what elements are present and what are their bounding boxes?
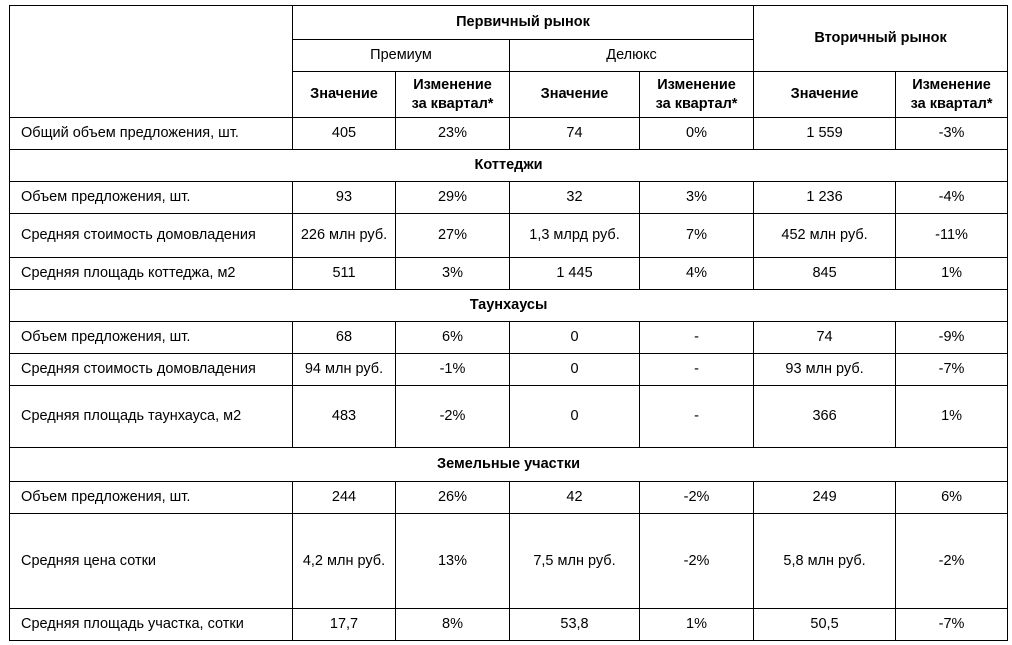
cell: 845: [754, 258, 896, 290]
cell: -2%: [640, 482, 754, 514]
cell: 3%: [640, 182, 754, 214]
cell: 249: [754, 482, 896, 514]
row-label: Объем предложения, шт.: [10, 322, 293, 354]
table-row: [10, 609, 1008, 641]
section-title: Коттеджи: [10, 150, 1008, 182]
cell: 27%: [396, 214, 510, 258]
cell: -11%: [896, 214, 1008, 258]
cell: 0%: [640, 118, 754, 150]
cell: 68: [293, 322, 396, 354]
header-premium: Премиум: [293, 40, 510, 72]
cell: 1 236: [754, 182, 896, 214]
cell: -1%: [396, 354, 510, 386]
cell: -2%: [896, 514, 1008, 609]
cell: 1,3 млрд руб.: [510, 214, 640, 258]
cell: -: [640, 386, 754, 448]
row-label: Средняя цена сотки: [10, 514, 293, 609]
header-deluxe-value: Значение: [510, 72, 640, 118]
cell: 1%: [896, 258, 1008, 290]
row-label: Средняя площадь участка, сотки: [10, 609, 293, 641]
header-empty-cell: [10, 6, 293, 118]
row-label: Средняя площадь таунхауса, м2: [10, 386, 293, 448]
table-row: [10, 514, 1008, 609]
cell: 6%: [896, 482, 1008, 514]
cell: -2%: [640, 514, 754, 609]
cell: 4,2 млн руб.: [293, 514, 396, 609]
header-premium-value: Значение: [293, 72, 396, 118]
header-deluxe: Делюкс: [510, 40, 754, 72]
cell: -4%: [896, 182, 1008, 214]
row-label: Средняя площадь коттеджа, м2: [10, 258, 293, 290]
cell: 244: [293, 482, 396, 514]
cell: 366: [754, 386, 896, 448]
market-table: [9, 5, 1008, 641]
header-secondary-change: Изменение за квартал*: [896, 72, 1008, 118]
cell: 3%: [396, 258, 510, 290]
cell: 32: [510, 182, 640, 214]
cell: -7%: [896, 609, 1008, 641]
cell: 42: [510, 482, 640, 514]
row-label: Общий объем предложения, шт.: [10, 118, 293, 150]
cell: -7%: [896, 354, 1008, 386]
cell: -3%: [896, 118, 1008, 150]
cell: 53,8: [510, 609, 640, 641]
cell: 1 445: [510, 258, 640, 290]
cell: 1%: [640, 609, 754, 641]
header-primary-market: Первичный рынок: [293, 6, 754, 40]
table-row: [10, 214, 1008, 258]
cell: 94 млн руб.: [293, 354, 396, 386]
cell: 452 млн руб.: [754, 214, 896, 258]
cell: 8%: [396, 609, 510, 641]
row-label: Средняя стоимость домовладения: [10, 354, 293, 386]
cell: 93 млн руб.: [754, 354, 896, 386]
cell: 50,5: [754, 609, 896, 641]
cell: 93: [293, 182, 396, 214]
cell: 0: [510, 322, 640, 354]
table-row: [10, 258, 1008, 290]
cell: 29%: [396, 182, 510, 214]
table-row: [10, 354, 1008, 386]
cell: 226 млн руб.: [293, 214, 396, 258]
cell: -2%: [396, 386, 510, 448]
row-label: Объем предложения, шт.: [10, 182, 293, 214]
cell: 511: [293, 258, 396, 290]
cell: 26%: [396, 482, 510, 514]
header-premium-change: Изменение за квартал*: [396, 72, 510, 118]
row-label: Объем предложения, шт.: [10, 482, 293, 514]
cell: 13%: [396, 514, 510, 609]
cell: 17,7: [293, 609, 396, 641]
cell: -: [640, 322, 754, 354]
cell: 4%: [640, 258, 754, 290]
header-secondary-market: Вторичный рынок: [754, 6, 1008, 72]
cell: 74: [510, 118, 640, 150]
cell: 405: [293, 118, 396, 150]
cell: 1 559: [754, 118, 896, 150]
section-title: Таунхаусы: [10, 290, 1008, 322]
header-deluxe-change: Изменение за квартал*: [640, 72, 754, 118]
cell: 5,8 млн руб.: [754, 514, 896, 609]
cell: 7%: [640, 214, 754, 258]
cell: 0: [510, 386, 640, 448]
cell: -9%: [896, 322, 1008, 354]
header-secondary-value: Значение: [754, 72, 896, 118]
section-title: Земельные участки: [10, 448, 1008, 482]
table-row: [10, 322, 1008, 354]
table-row: [10, 118, 1008, 150]
cell: -: [640, 354, 754, 386]
cell: 7,5 млн руб.: [510, 514, 640, 609]
cell: 1%: [896, 386, 1008, 448]
cell: 23%: [396, 118, 510, 150]
cell: 483: [293, 386, 396, 448]
row-label: Средняя стоимость домовладения: [10, 214, 293, 258]
table-row: [10, 482, 1008, 514]
table-row: [10, 386, 1008, 448]
cell: 0: [510, 354, 640, 386]
cell: 6%: [396, 322, 510, 354]
cell: 74: [754, 322, 896, 354]
table-row: [10, 182, 1008, 214]
